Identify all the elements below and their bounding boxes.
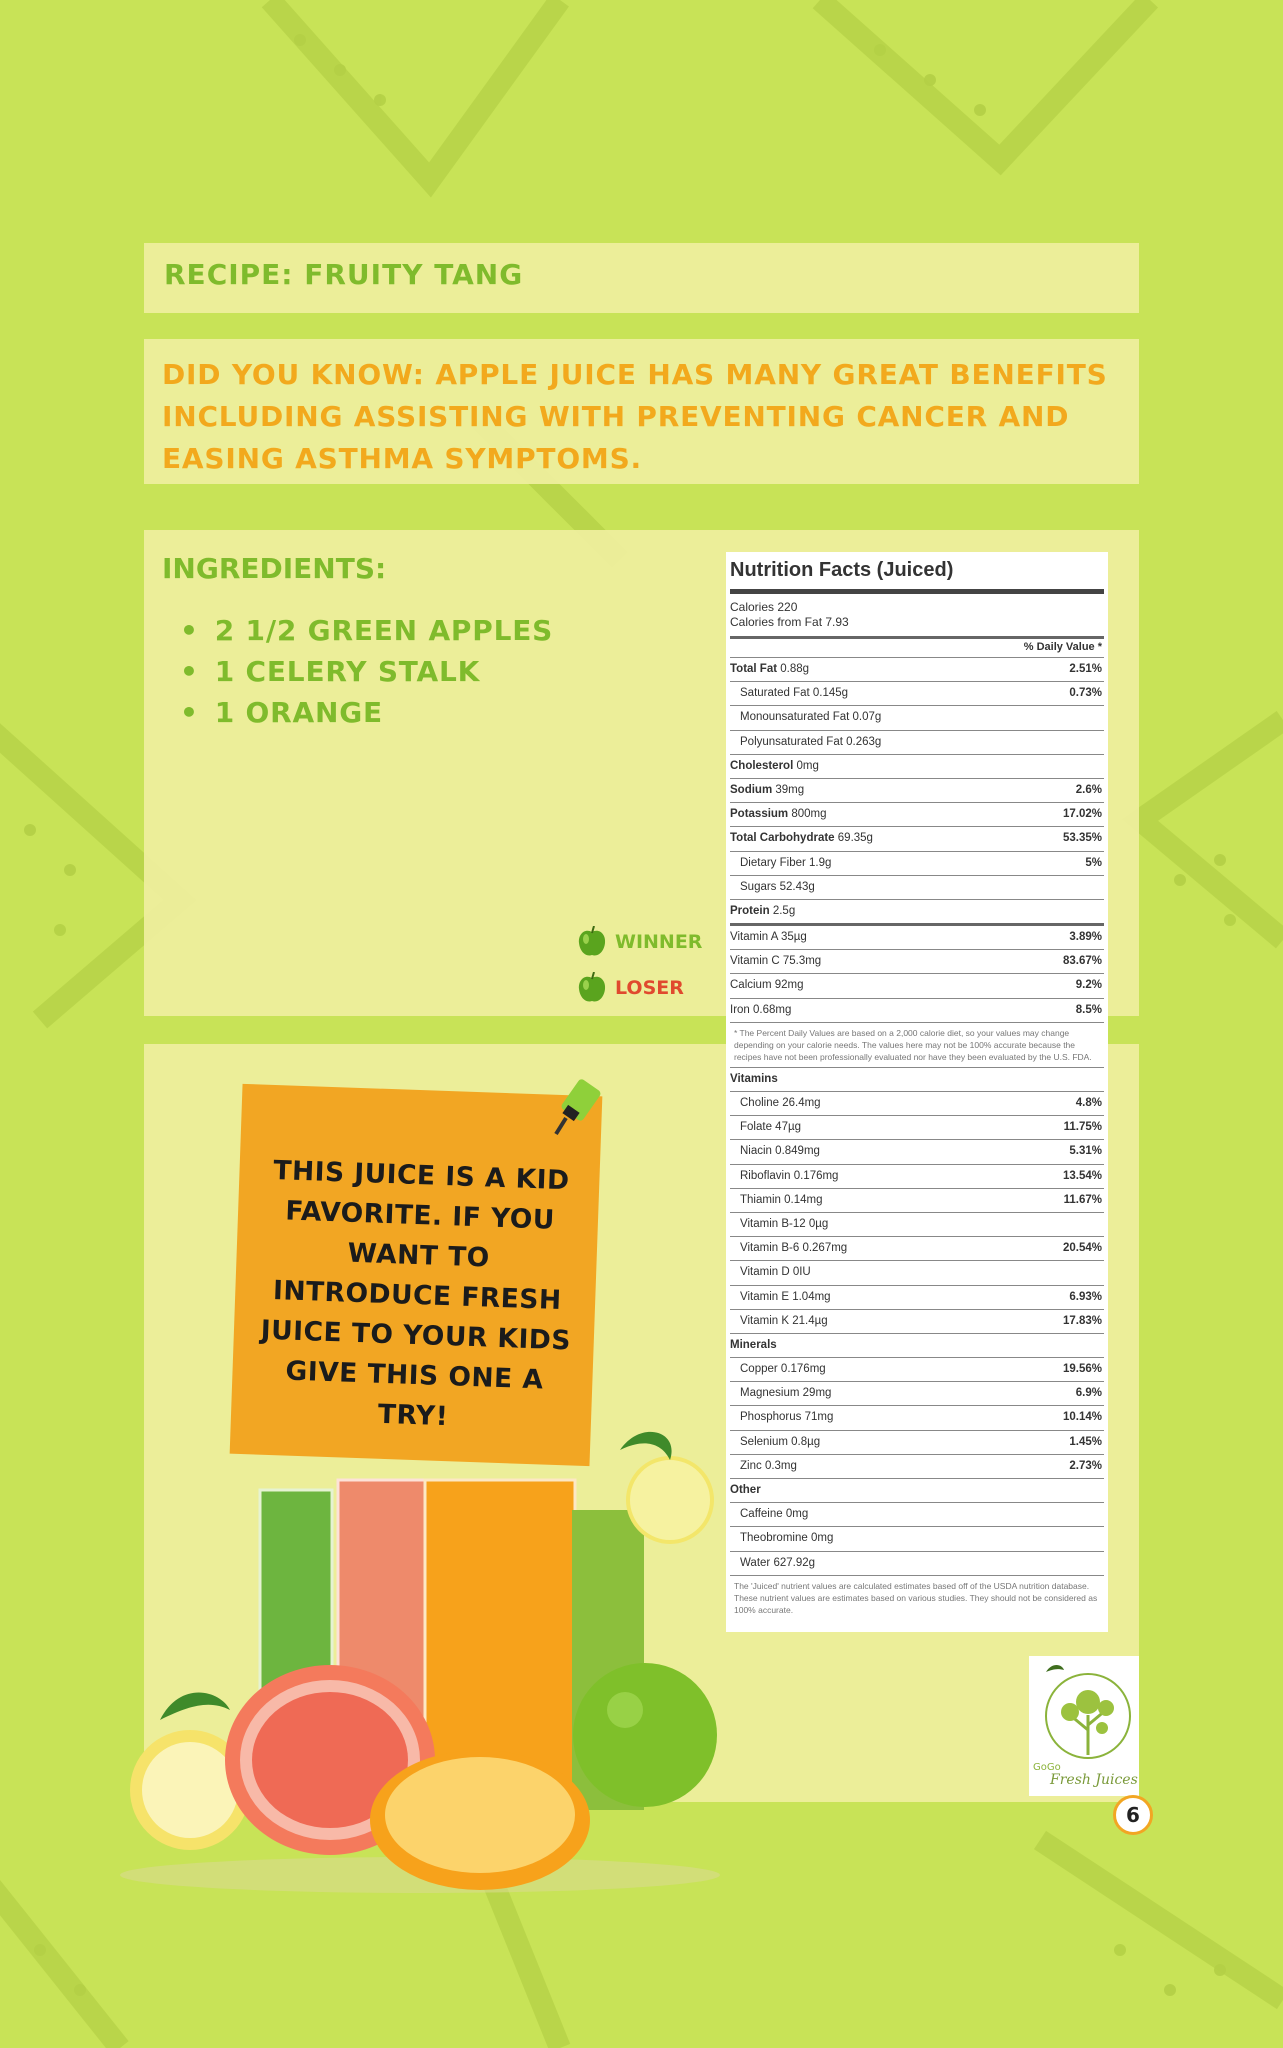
nutrient-label: Sodium xyxy=(730,783,773,796)
nutrient-name xyxy=(730,1237,847,1260)
nutrient-name xyxy=(730,1213,828,1236)
nutrient-label: Polyunsaturated Fat xyxy=(740,735,843,748)
nutrient-daily-value: 10.14% xyxy=(1062,1411,1102,1424)
nutrient-label: Vitamin K xyxy=(740,1314,790,1327)
nutrient-label: Riboflavin xyxy=(740,1169,791,1182)
nutrient-name xyxy=(730,1310,828,1333)
nutrient-row xyxy=(730,899,1104,923)
nutrient-name xyxy=(730,926,807,949)
nutrient-name xyxy=(730,1455,797,1478)
nutrient-amount: 0.263g xyxy=(846,735,882,748)
logo-text-fresh-juices: Fresh Juices xyxy=(1050,1772,1138,1788)
nutrient-row xyxy=(730,1212,1104,1236)
did-you-know-text: DID YOU KNOW: APPLE JUICE HAS MANY GREAT BENEFITS INCLUDING ASSISTING WITH PREVENTING CANCER AND EASING ASTHMA SYMPTOMS. xyxy=(162,358,1108,475)
ingredients-list xyxy=(180,610,553,733)
nutrient-row xyxy=(730,754,1104,778)
logo-text-gogo: GoGo xyxy=(1033,1762,1061,1773)
nutrient-amount: 29mg xyxy=(802,1387,832,1400)
nutrient-row xyxy=(730,875,1104,899)
nutrient-label: Selenium xyxy=(740,1435,788,1448)
nutrient-daily-value: 11.75% xyxy=(1063,1121,1102,1134)
nutrient-name xyxy=(730,1286,831,1309)
nutrient-name xyxy=(730,1406,833,1429)
nutrient-amount: 69.35g xyxy=(837,832,873,845)
nutrient-amount: 0.267mg xyxy=(802,1242,848,1255)
ingredient-item: • 2 1/2 GREEN APPLES xyxy=(180,610,553,651)
nutrient-label: Vitamin A xyxy=(730,931,778,944)
nutrient-daily-value: 17.83% xyxy=(1062,1314,1102,1327)
nutrient-daily-value: 13.54% xyxy=(1062,1169,1102,1182)
nutrient-row xyxy=(730,1430,1104,1454)
nutrient-name xyxy=(730,755,819,778)
nutrient-label: Copper xyxy=(740,1363,778,1376)
nutrient-name xyxy=(730,950,821,973)
nutrient-label: Vitamin B-6 xyxy=(740,1242,800,1255)
nutrient-label: Protein xyxy=(730,904,770,917)
nutrient-amount: 0.8µg xyxy=(791,1435,821,1448)
page-number: 6 xyxy=(1113,1795,1153,1835)
sticky-note-text: THIS JUICE IS A KID FAVORITE. IF YOU WANT TO INTRODUCE FRESH JUICE TO YOUR KIDS GIVE THIS ONE A TRY! xyxy=(260,1154,572,1433)
nutrient-label: Vitamin B-12 xyxy=(740,1217,806,1230)
nutrient-label: Niacin xyxy=(740,1145,772,1158)
nutrient-row xyxy=(730,681,1104,705)
nutrient-name xyxy=(730,1527,833,1550)
nutrient-daily-value: 6.93% xyxy=(1069,1290,1102,1303)
nutrient-label: Vitamin D xyxy=(740,1266,790,1279)
nutrient-name xyxy=(730,876,815,899)
nutrient-name xyxy=(730,1189,822,1212)
nutrient-name xyxy=(730,731,881,754)
nutrient-label: Phosphorus xyxy=(740,1411,802,1424)
nutrient-amount: 627.92g xyxy=(773,1556,816,1569)
nutrient-amount: 1.9g xyxy=(809,856,832,869)
nutrient-daily-value: 1.45% xyxy=(1069,1435,1102,1448)
nutrient-daily-value: 5% xyxy=(1085,856,1102,869)
nutrient-label: Cholesterol xyxy=(730,759,794,772)
nutrient-section-title: Vitamins xyxy=(730,1067,1104,1091)
nutrient-amount: 0.68mg xyxy=(753,1003,792,1016)
nutrient-name xyxy=(730,706,881,729)
nutrient-amount: 0mg xyxy=(785,1508,809,1521)
nutrient-row xyxy=(730,998,1104,1022)
nutrient-row xyxy=(730,1454,1104,1478)
nutrient-amount: 1.04mg xyxy=(792,1290,831,1303)
nutrient-name xyxy=(730,803,827,826)
nutrient-amount: 0.849mg xyxy=(775,1145,820,1158)
pushpin-icon xyxy=(550,1078,610,1140)
nutrient-row xyxy=(730,1115,1104,1139)
calories-text: Calories 220 xyxy=(730,600,798,614)
nutrient-label: Choline xyxy=(740,1097,779,1109)
nutrient-amount: 0µg xyxy=(808,1217,829,1230)
nutrition-calories xyxy=(726,594,1108,632)
nutrient-label: Monounsaturated Fat xyxy=(740,711,850,724)
nutrient-name xyxy=(730,682,848,705)
nutrient-row xyxy=(730,1551,1104,1575)
nutrient-row xyxy=(730,730,1104,754)
nutrient-label: Dietary Fiber xyxy=(740,856,806,869)
nutrient-amount: 800mg xyxy=(791,808,827,821)
nutrient-row xyxy=(730,705,1104,729)
nutrient-label: Vitamin C xyxy=(730,955,780,968)
nutrient-name xyxy=(730,658,809,681)
nutrient-label: Theobromine xyxy=(740,1532,808,1545)
nutrient-daily-value: 2.6% xyxy=(1075,783,1102,796)
nutrition-footnote: The 'Juiced' nutrient values are calculated estimates based off of the USDA nutrition database. These nutrient values are estimates based on various studies. They should not be considered as 100% accurate. xyxy=(730,1575,1104,1620)
nutrient-section-title: Other xyxy=(730,1478,1104,1502)
nutrient-daily-value: 0.73% xyxy=(1069,687,1102,700)
nutrition-footnote: * The Percent Daily Values are based on a 2,000 calorie diet, so your values may change depending on your calorie needs. The values here may not be 100% accurate because the recipes have not been professionally evaluated nor have they been evaluated by the U.S. FDA. xyxy=(730,1022,1104,1067)
nutrient-row xyxy=(730,1164,1104,1188)
nutrient-amount: 26.4mg xyxy=(782,1097,821,1109)
nutrient-amount: 52.43g xyxy=(779,880,815,893)
nutrient-row xyxy=(730,1260,1104,1284)
nutrient-row xyxy=(730,1091,1104,1115)
nutrient-row xyxy=(730,1405,1104,1429)
nutrient-amount: 0.145g xyxy=(812,687,849,700)
nutrient-label: Calcium xyxy=(730,979,772,992)
nutrient-row xyxy=(730,949,1104,973)
nutrient-name xyxy=(730,1503,808,1526)
nutrient-label: Folate xyxy=(740,1121,772,1134)
nutrition-rows xyxy=(726,657,1108,1620)
nutrient-row xyxy=(730,778,1104,802)
nutrient-row xyxy=(730,1357,1104,1381)
nutrient-amount: 75.3mg xyxy=(782,955,822,968)
nutrient-name xyxy=(730,1552,815,1575)
nutrient-daily-value: 83.67% xyxy=(1062,955,1102,968)
nutrient-daily-value: 9.2% xyxy=(1075,979,1102,992)
nutrient-row xyxy=(730,1381,1104,1405)
nutrient-row xyxy=(730,1502,1104,1526)
sticky-note xyxy=(230,1084,603,1466)
nutrient-label: Zinc xyxy=(740,1459,762,1472)
nutrient-amount: 0IU xyxy=(792,1266,811,1279)
nutrient-label: Magnesium xyxy=(740,1387,800,1400)
nutrient-row xyxy=(730,923,1104,949)
nutrient-name xyxy=(730,1140,820,1163)
nutrient-daily-value: 5.31% xyxy=(1069,1145,1102,1158)
nutrient-row xyxy=(730,826,1104,850)
nutrient-amount: 0mg xyxy=(810,1532,834,1545)
nutrient-daily-value: 20.54% xyxy=(1062,1242,1102,1255)
nutrient-name xyxy=(730,999,791,1022)
nutrient-daily-value: 19.56% xyxy=(1062,1363,1102,1376)
legend-loser xyxy=(577,972,684,1004)
nutrient-label: Total Carbohydrate xyxy=(730,832,835,845)
nutrient-daily-value: 11.67% xyxy=(1063,1193,1102,1206)
nutrient-name xyxy=(730,1165,838,1188)
ingredient-item: • 1 ORANGE xyxy=(180,692,553,733)
nutrient-row xyxy=(730,802,1104,826)
nutrient-daily-value: 2.73% xyxy=(1069,1459,1102,1472)
nutrient-label: Iron xyxy=(730,1003,750,1016)
nutrient-amount: 0.88g xyxy=(780,663,810,675)
nutrient-daily-value: 53.35% xyxy=(1062,832,1102,845)
nutrient-row xyxy=(730,1188,1104,1212)
green-apple-icon xyxy=(577,972,607,1004)
legend-winner xyxy=(577,926,702,958)
nutrient-name xyxy=(730,1358,826,1381)
nutrient-amount: 0.07g xyxy=(852,711,882,724)
nutrient-row xyxy=(730,1526,1104,1550)
nutrient-amount: 92mg xyxy=(774,979,804,992)
nutrient-daily-value: 6.9% xyxy=(1075,1387,1102,1400)
ingredient-item: • 1 CELERY STALK xyxy=(180,651,553,692)
nutrient-amount: 21.4µg xyxy=(792,1314,828,1327)
nutrient-label: Sugars xyxy=(740,880,777,893)
ingredients-title: INGREDIENTS: xyxy=(162,552,387,585)
nutrient-label: Thiamin xyxy=(740,1193,781,1206)
nutrient-label: Total Fat xyxy=(730,663,778,675)
nutrient-label: Water xyxy=(740,1556,771,1569)
nutrition-title: Nutrition Facts (Juiced) xyxy=(730,559,954,581)
nutrient-amount: 71mg xyxy=(804,1411,834,1424)
nutrient-amount: 0mg xyxy=(796,759,819,772)
nutrient-amount: 0.176mg xyxy=(780,1363,826,1376)
nutrient-amount: 39mg xyxy=(775,783,805,796)
nutrient-section-title: Minerals xyxy=(730,1333,1104,1357)
nutrient-name xyxy=(730,779,804,802)
nutrient-row xyxy=(730,1236,1104,1260)
nutrient-name xyxy=(730,852,831,875)
calories-from-fat-text: Calories from Fat 7.93 xyxy=(730,615,849,629)
nutrient-label: Vitamin E xyxy=(740,1290,790,1303)
nutrient-daily-value: 17.02% xyxy=(1062,808,1102,821)
winner-label: WINNER xyxy=(615,931,703,953)
green-apple-icon xyxy=(577,926,607,958)
nutrient-name xyxy=(730,1116,801,1139)
tree-logo-icon xyxy=(1040,1660,1136,1760)
nutrient-row xyxy=(730,657,1104,681)
nutrient-daily-value: 2.51% xyxy=(1069,663,1102,675)
nutrient-name xyxy=(730,900,795,923)
nutrient-label: Potassium xyxy=(730,808,789,821)
nutrient-amount: 0.176mg xyxy=(793,1169,839,1182)
nutrient-name xyxy=(730,974,804,997)
nutrient-amount: 2.5g xyxy=(772,904,796,917)
nutrient-daily-value: 3.89% xyxy=(1069,931,1102,944)
daily-value-header: % Daily Value * xyxy=(1023,641,1102,653)
nutrient-daily-value: 4.8% xyxy=(1075,1097,1102,1109)
nutrient-label: Caffeine xyxy=(740,1508,783,1521)
nutrient-row xyxy=(730,1285,1104,1309)
nutrient-name xyxy=(730,827,873,850)
nutrient-name xyxy=(730,1382,831,1405)
nutrient-amount: 47µg xyxy=(775,1121,801,1134)
nutrient-row xyxy=(730,1139,1104,1163)
nutrient-daily-value: 8.5% xyxy=(1075,1003,1102,1016)
nutrient-amount: 0.3mg xyxy=(764,1459,797,1472)
nutrient-row xyxy=(730,1309,1104,1333)
recipe-title: RECIPE: FRUITY TANG xyxy=(164,258,524,291)
nutrient-amount: 0.14mg xyxy=(784,1193,823,1206)
nutrient-name xyxy=(730,1261,811,1284)
nutrient-name xyxy=(730,1431,820,1454)
nutrient-name xyxy=(730,1092,821,1115)
nutrition-facts-label xyxy=(726,552,1108,1632)
loser-label: LOSER xyxy=(615,977,684,999)
juice-glasses-illustration xyxy=(100,1420,740,1900)
nutrient-row xyxy=(730,851,1104,875)
nutrient-row xyxy=(730,973,1104,997)
nutrient-amount: 35µg xyxy=(780,931,807,944)
nutrient-label: Saturated Fat xyxy=(740,687,810,700)
